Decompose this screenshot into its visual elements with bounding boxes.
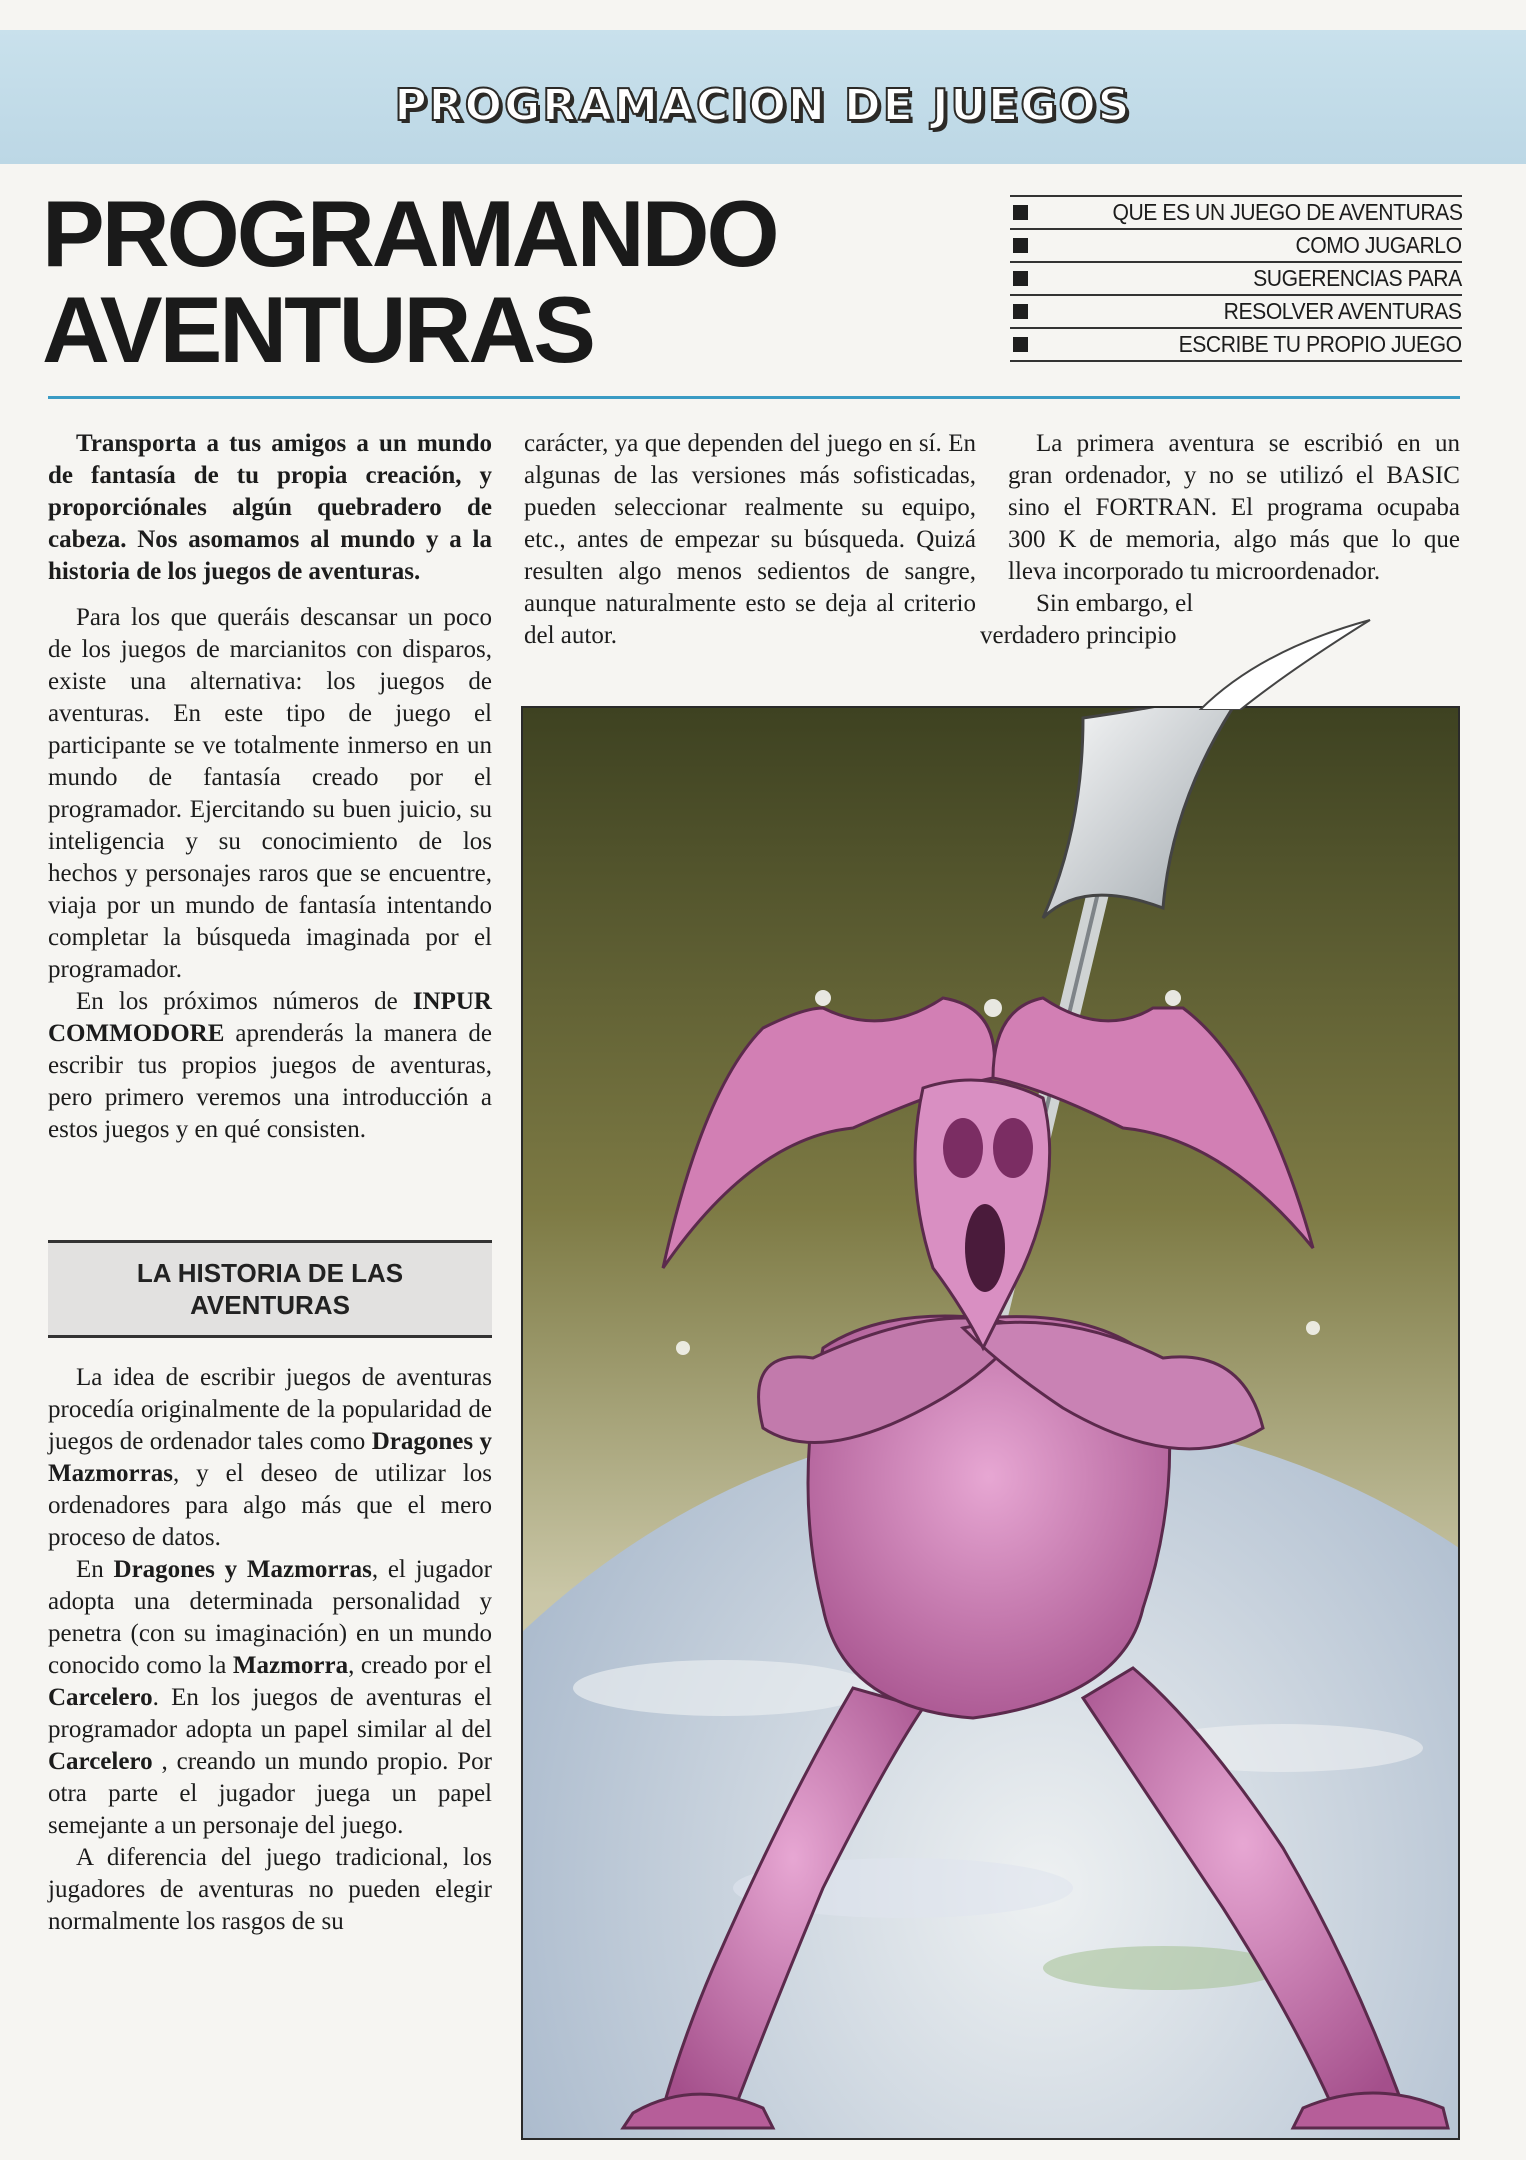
body-paragraph: A diferencia del juego tradicional, los jugadores de aventuras no pueden elegir normalmente los rasgos de su (48, 1844, 492, 1935)
subheading: LA HISTORIA DE LAS AVENTURAS (136, 1258, 404, 1320)
topic-item: ESCRIBE TU PROPIO JUEGO (1010, 329, 1462, 362)
section-title: PROGRAMACION DE JUEGOS (394, 80, 1132, 131)
header-divider (48, 396, 1460, 399)
subheading-box (48, 1240, 492, 1338)
creature-illustration (521, 706, 1460, 2140)
title-line-1: PROGRAMANDO (42, 181, 777, 286)
topic-item: COMO JUGARLO (1010, 230, 1462, 263)
body-paragraph: En Dragones y Mazmorras, el jugador adopta una determinada personalidad y penetra (con su imaginación) en un mundo conocido como la Mazmorra, creado por el Carcelero. En los juegos de aventuras el programador adopta un papel similar al del Carcelero , creando un mundo propio. Por otra parte el jugador juega un papel semejante a un personaje del juego. (48, 1556, 492, 1839)
square-bullet-icon (1013, 205, 1028, 220)
creature-art (523, 708, 1458, 2138)
square-bullet-icon (1013, 304, 1028, 319)
body-paragraph: carácter, ya que dependen del juego en sí. En algunas de las versiones más sofisticadas, pueden seleccionar realmente su equipo, etc., antes de empezar su búsqueda. Quizá resulten algo menos sedientos de sangre, aunque naturalmente esto se deja al criterio del autor. (524, 430, 976, 649)
body-paragraph: La idea de escribir juegos de aventuras procedía originalmente de la popularidad de juegos de ordenador tales como Dragones y Mazmorras, y el deseo de utilizar los ordenadores para algo más que el mero proceso de datos. (48, 1364, 492, 1551)
axe-tip-icon (1180, 600, 1380, 710)
topics-list (1010, 195, 1462, 362)
intro-paragraph: Transporta a tus amigos a un mundo de fantasía de tu propia creación, y proporciónales algún quebradero de cabeza. Nos asomamos al mundo y a la historia de los juegos de aventuras. (48, 430, 492, 585)
body-paragraph: En los próximos números de INPUR COMMODORE aprenderás la manera de escribir tus propios juegos de aventuras, pero primero veremos una introducción a estos juegos y en qué consisten. (48, 988, 492, 1143)
column-1-continued (48, 1362, 492, 1938)
square-bullet-icon (1013, 271, 1028, 286)
topic-item: SUGERENCIAS PARA (1010, 263, 1462, 296)
body-paragraph: Para los que queráis descansar un poco de los juegos de marcianitos con disparos, existe una alternativa: los juegos de aventuras. En este tipo de juego el participante se ve totalmente inmerso en un mundo de fantasía creado por el programador. Ejercitando su buen juicio, su inteligencia y su conocimiento de los hechos y personajes raros que se encuentre, viaja por un mundo de fantasía intentando completar la búsqueda imaginada por el programador. (48, 604, 492, 983)
body-paragraph: La primera aventura se escribió en un gran ordenador, y no se utilizó el BASIC sino el FORTRAN. El programa ocupaba 300 K de memoria, algo más que lo que lleva incorporado tu microordenador. (1008, 430, 1460, 585)
topic-item: RESOLVER AVENTURAS (1010, 296, 1462, 329)
square-bullet-icon (1013, 337, 1028, 352)
body-paragraph: Sin embargo, el verdadero principio (980, 590, 1194, 649)
article-title (42, 181, 777, 382)
column-1 (48, 428, 492, 1146)
column-2 (524, 428, 976, 652)
title-line-2: AVENTURAS (42, 277, 593, 382)
topic-item: QUE ES UN JUEGO DE AVENTURAS (1010, 197, 1462, 230)
square-bullet-icon (1013, 238, 1028, 253)
